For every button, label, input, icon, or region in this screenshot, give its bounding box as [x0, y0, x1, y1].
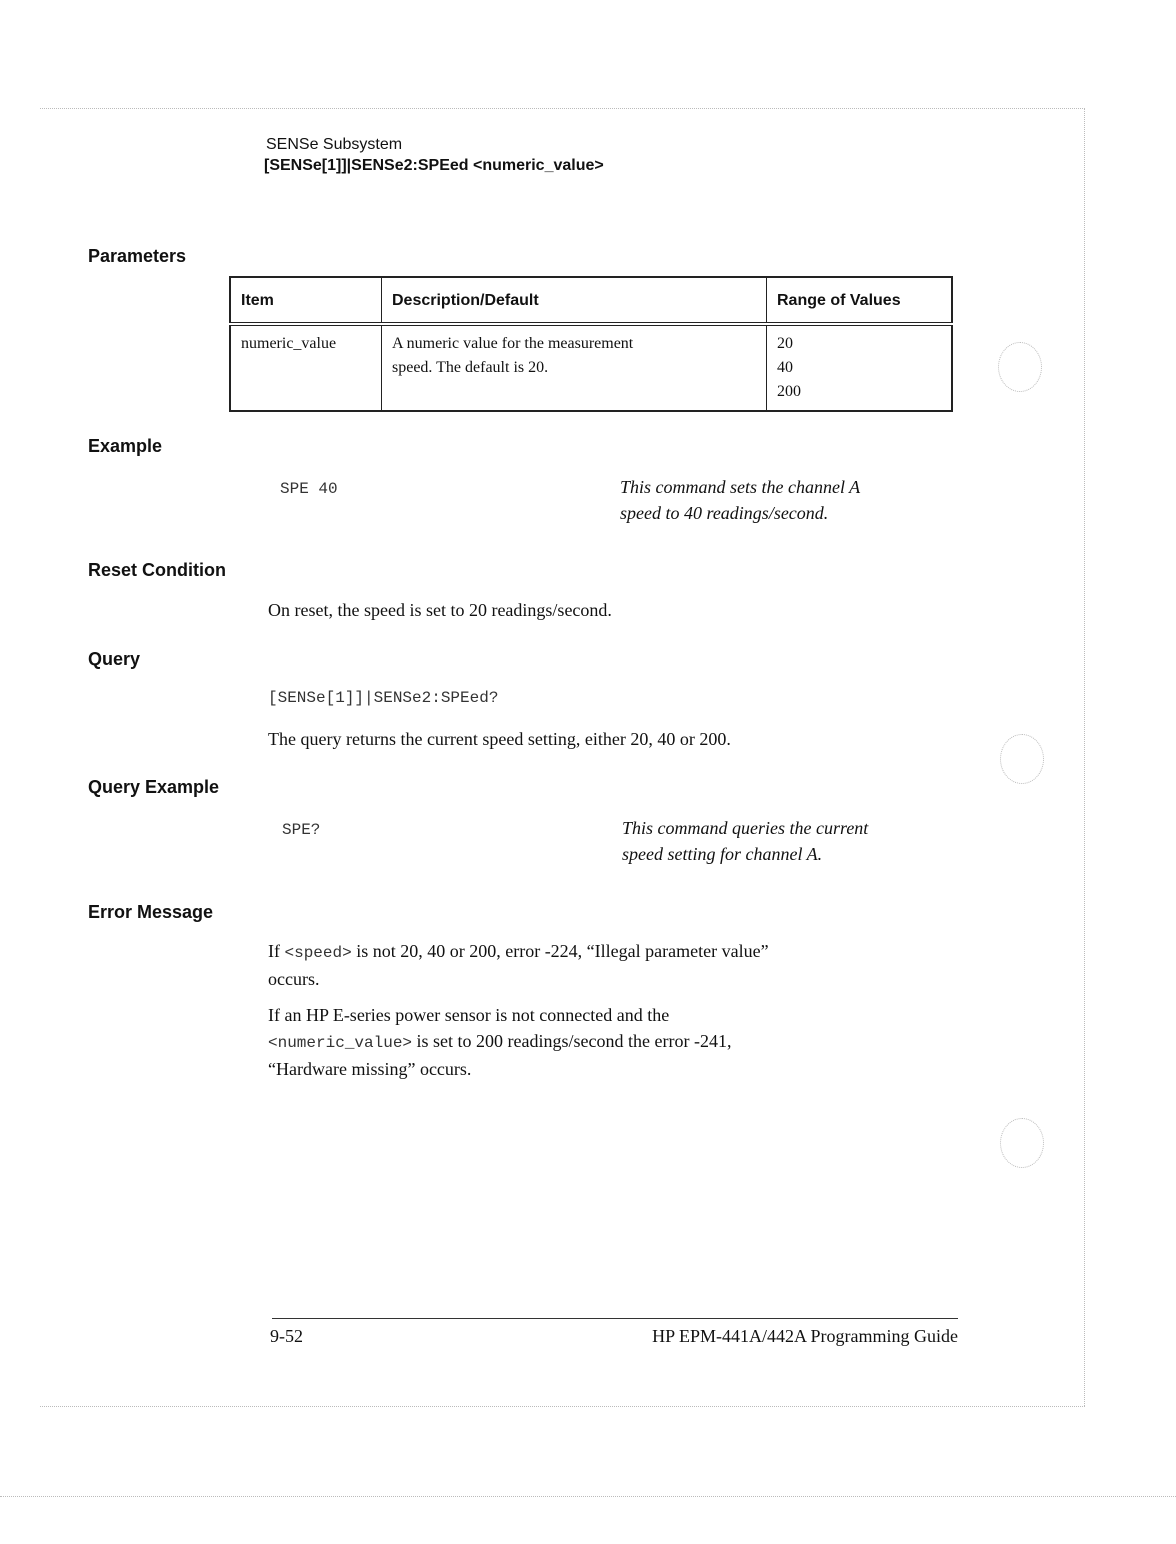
page-number: 9-52: [270, 1326, 303, 1346]
cell-description: [382, 324, 767, 411]
error-line: occurs.: [268, 969, 320, 989]
cell-item: numeric_value: [230, 324, 382, 411]
scan-border-bottom-2: [0, 1496, 1176, 1497]
error-line: [268, 938, 928, 966]
query-example-note-line: speed setting for channel A.: [622, 844, 823, 864]
punch-hole-bottom: [1000, 1118, 1044, 1168]
range-value: 40: [777, 359, 793, 376]
scan-border-top: [40, 108, 1085, 109]
range-value: 200: [777, 383, 801, 400]
query-example-note-line: This command queries the current: [622, 818, 869, 838]
header-description: Description/Default: [382, 277, 767, 324]
table-header-row: [230, 277, 952, 324]
header-item: Item: [230, 277, 382, 324]
error-text: is not 20, 40 or 200, error -224, “Illegal parameter value”: [351, 941, 769, 961]
query-example-note: [622, 815, 868, 867]
error-line: “Hardware missing” occurs.: [268, 1059, 472, 1079]
scan-border-right: [1084, 108, 1085, 1406]
error-text: is set to 200 readings/second the error -241,: [412, 1031, 732, 1051]
section-example: Example: [88, 436, 163, 456]
error-line: [268, 1028, 928, 1056]
example-note: [620, 474, 860, 526]
example-code: SPE 40: [280, 480, 338, 498]
error-paragraph-1: [268, 938, 928, 992]
example-note-line: speed to 40 readings/second.: [620, 503, 829, 523]
range-value: 20: [777, 335, 793, 352]
table-row: [230, 324, 952, 411]
punch-hole-middle: [1000, 734, 1044, 784]
section-query: Query: [88, 649, 141, 669]
error-line: If an HP E-series power sensor is not connected and the: [268, 1005, 670, 1025]
query-code: [SENSe[1]]|SENSe2:SPEed?: [268, 689, 499, 707]
description-line: speed. The default is 20.: [392, 359, 549, 376]
reset-text: On reset, the speed is set to 20 readings/second.: [268, 600, 612, 620]
punch-hole-top: [998, 342, 1042, 392]
section-query-example: Query Example: [88, 777, 220, 797]
section-reset-condition: Reset Condition: [88, 560, 226, 580]
example-note-line: This command sets the channel A: [620, 477, 861, 497]
cell-range: [767, 324, 953, 411]
scan-border-bottom: [40, 1406, 1085, 1407]
command-syntax: [SENSe[1]]|SENSe2:SPEed <numeric_value>: [264, 157, 604, 174]
query-text: The query returns the current speed setting, either 20, 40 or 200.: [268, 729, 731, 749]
document-title: HP EPM-441A/442A Programming Guide: [652, 1326, 958, 1346]
footer-rule: [272, 1318, 958, 1319]
error-paragraph-2: [268, 1002, 928, 1082]
section-error-message: Error Message: [88, 902, 214, 922]
error-text: If: [268, 941, 285, 961]
header-range: Range of Values: [767, 277, 953, 324]
query-example-code: SPE?: [282, 821, 321, 839]
error-code: <speed>: [284, 944, 352, 962]
description-line: A numeric value for the measurement: [392, 335, 634, 352]
error-code: <numeric_value>: [268, 1034, 413, 1052]
subsystem-title: SENSe Subsystem: [266, 136, 403, 153]
parameters-table: [229, 276, 953, 412]
section-parameters: Parameters: [88, 246, 187, 266]
